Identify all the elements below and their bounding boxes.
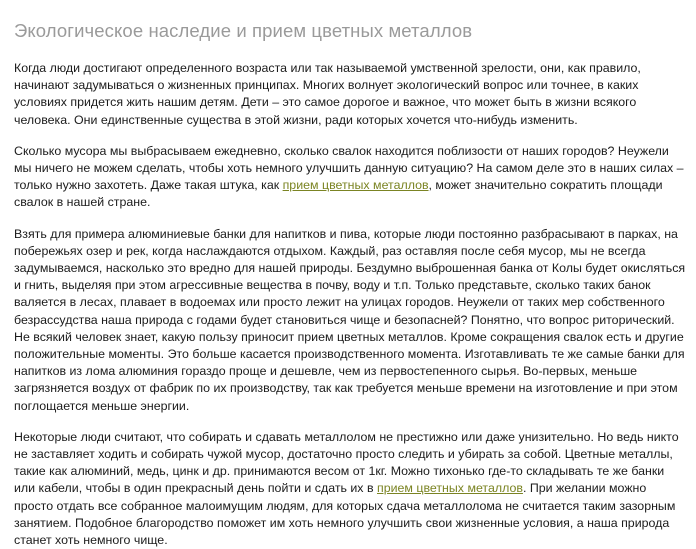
paragraph-prestige-text-after-link: . При желании можно просто отдать все собранное малоимущим людям, для которых сдача металлолома не считается таким зазорным занятием. Подобное благородство поможет им хоть немного улучшить свои жизненные условия, а наша природа станет хоть немного чище. [14, 481, 676, 548]
article-body [0, 60, 696, 549]
paragraph-landfills-text-before-link: Сколько мусора мы выбрасываем ежедневно, сколько свалок находится поблизости от наших городов? Неужели мы ничего не можем сделать, чтобы хоть немного улучшить данную ситуацию? На самом деле это в наших силах – только нужно захотеть. Даже такая штука, как [14, 143, 684, 193]
paragraph-intro [14, 60, 686, 129]
paragraph-landfills [14, 143, 686, 212]
paragraph-intro-text: Когда люди достигают определенного возраста или так называемой умственной зрелости, они, как правило, начинают задумываться о жизненных принципах. Многих волнует экологический вопрос или точнее, в каких условиях придется жить нашим детям. Дети – это самое дорогое и важное, что может быть в жизни всякого человека. Они единственные существа в этой жизни, ради которых хочется что-нибудь изменить. [14, 61, 641, 127]
page-title: Экологическое наследие и прием цветных металлов [14, 20, 473, 41]
paragraph-aluminium-cans-text: Взять для примера алюминиевые банки для напитков и пива, которые люди постоянно разбрасывают в парках, на побережьях озер и рек, когда наслаждаются отдыхом. Каждый, раз оставляя после себя мусор, мы не всегда задумываемся, насколько это вредно для нашей природы. Бездумно выброшенная банка от Колы будет окисляться и гнить, выделяя при этом агрессивные вещества в почву, воду и т.п. Только представьте, сколько таких банок валяется в лесах, плавает в водоемах или просто лежит на улицах городов. Неужели от таких мер собственного безрассудства наша природа с годами будет становиться чище и безопасней? Понятно, что вопрос риторический. [14, 226, 686, 327]
paragraph-aluminium-cans [14, 226, 686, 415]
scrap-metal-link-2[interactable]: прием цветных металлов [376, 481, 523, 496]
scrap-metal-link-1[interactable]: прием цветных металлов [282, 178, 429, 193]
paragraph-landfills-text-after-link: , может значительно сократить площади свалок в нашей стране. [14, 178, 663, 210]
paragraph-prestige-text-before-link: Некоторые люди считают, что собирать и сдавать металлолом не престижно или даже унизительно. Но ведь никто не заставляет ходить и собирать чужой мусор, достаточно просто следить и убирать за собой. Цветные металлы, такие как алюминий, медь, цинк и др. принимаются весом от 1кг. Можно тихонько где-то складывать те же банки или кабели, чтобы в один прекрасный день пойти и сдать их в [14, 429, 679, 496]
paragraph-benefits-text: Не всякий человек знает, какую пользу приносит прием цветных металлов. Кроме сокращения свалок есть и другие положительные моменты. Это больше касается производственного момента. Изготавливать те же самые банки для напитков из лома алюминия гораздо проще и дешевле, чем из первостепенного сырья. Во-первых, меньше загрязняется воздух от фабрик по их производству, так как требуется меньше времени на изготовление и при этом поглощается меньше энергии. [14, 329, 685, 413]
paragraph-prestige [14, 429, 686, 549]
